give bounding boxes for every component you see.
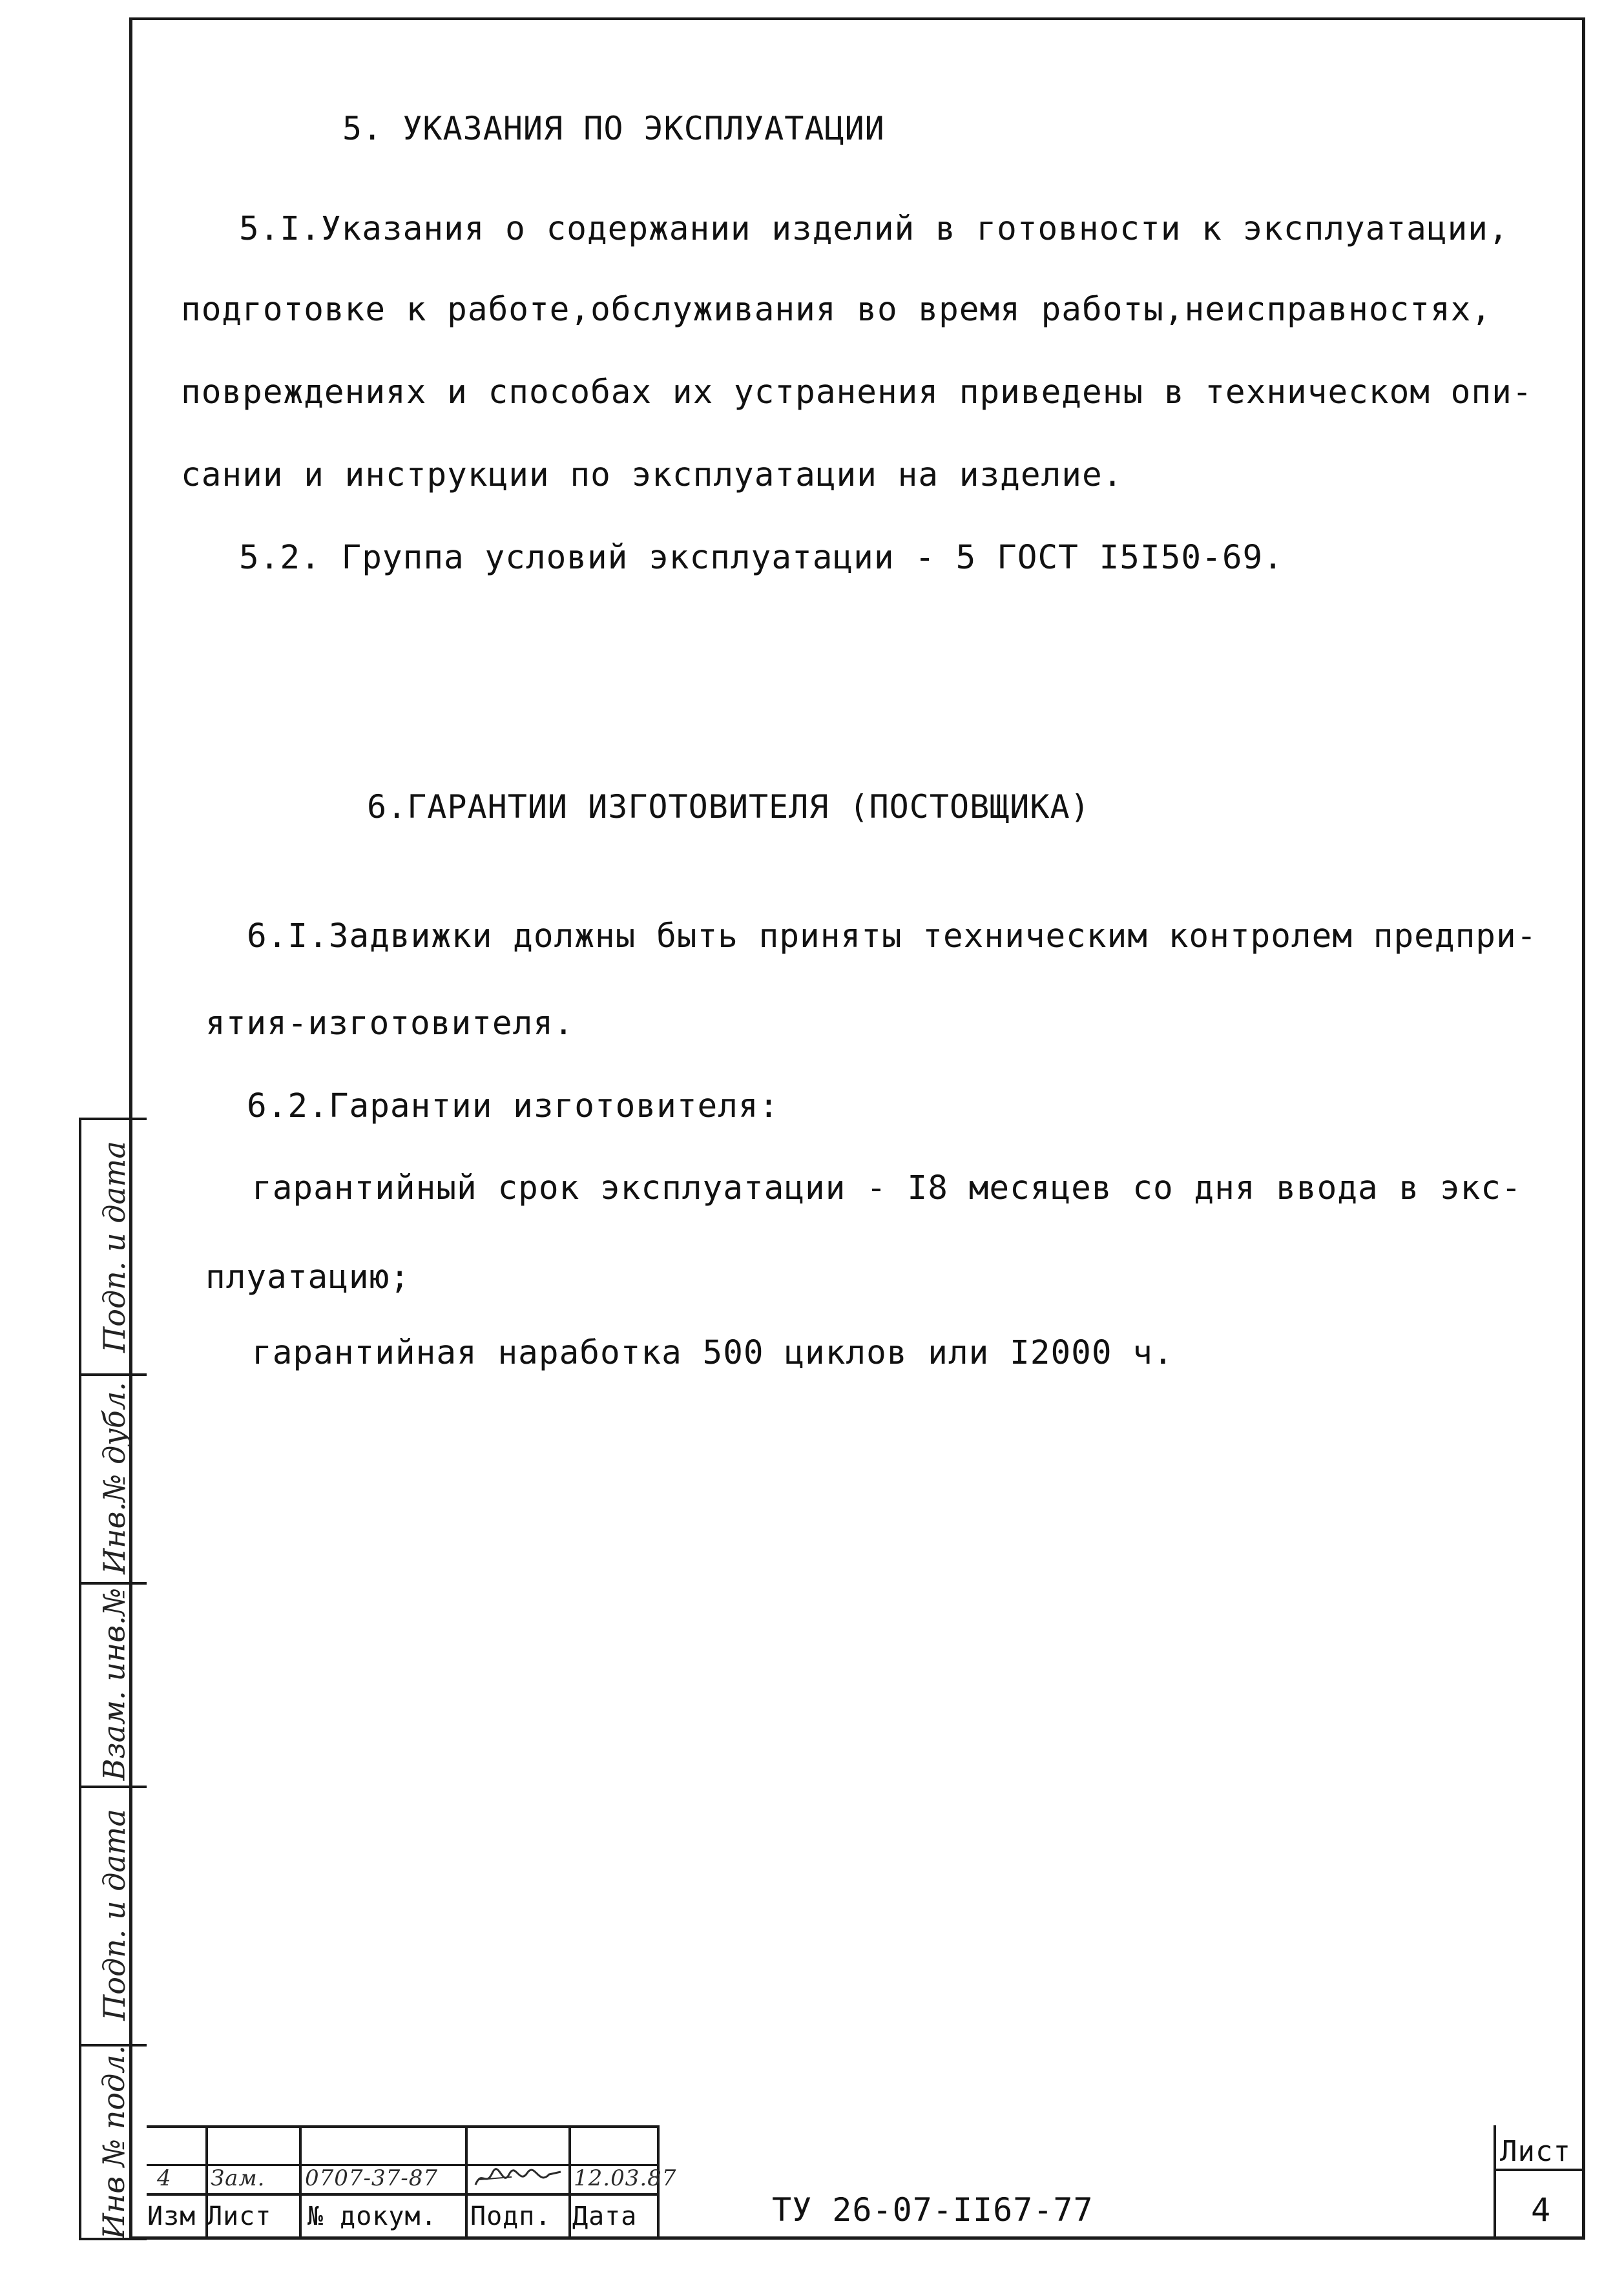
sheet-number: 4 [1531, 2191, 1552, 2229]
sign-date-label-1: Подп. и дата [96, 1809, 132, 2021]
revision-doc-number: 0707-37-87 [305, 2165, 439, 2191]
section-5-1-line-1: 5.I.Указания о содержании изделий в готовности к эксплуатации, [239, 210, 1509, 248]
warranty-operating-time: гарантийная наработка 500 циклов или I2000 ч. [252, 1334, 1174, 1372]
section-6-2: 6.2.Гарантии изготовителя: [247, 1087, 780, 1125]
section-6-1-line-1: 6.I.Задвижки должны быть приняты техническим контролем предпри- [247, 917, 1537, 955]
revision-sheet-note: Зам. [211, 2165, 265, 2191]
section-5-1-line-3: повреждениях и способах их устранения приведены в техническом опи- [181, 373, 1533, 411]
header-sheet: Лист [207, 2202, 272, 2231]
page-frame [129, 17, 1585, 2240]
revision-number: 4 [157, 2165, 172, 2191]
header-date: Дата [572, 2202, 638, 2231]
section-6-1-line-2: ятия-изготовителя. [205, 1005, 574, 1043]
signature [473, 2165, 563, 2194]
header-signature: Подп. [470, 2202, 552, 2231]
inv-no-original-label: Инв № подл. [96, 2045, 132, 2240]
section-5-heading: 5. УКАЗАНИЯ ПО ЭКСПЛУАТАЦИИ [342, 110, 885, 147]
margin-stamp-column [79, 1118, 147, 2240]
header-doc-number: № докум. [307, 2202, 437, 2231]
section-5-2: 5.2. Группа условий эксплуатации - 5 ГОСТ I5I50-69. [239, 539, 1284, 577]
section-5-1-line-4: сании и инструкции по эксплуатации на изделие. [181, 456, 1123, 494]
duplicate-inv-label: Инв.№ дубл. [96, 1381, 132, 1574]
revision-date: 12.03.87 [574, 2165, 677, 2191]
header-change: Изм [147, 2202, 196, 2231]
section-6-heading: 6.ГАРАНТИИ ИЗГОТОВИТЕЛЯ (ПОСТОВЩИКА) [367, 788, 1090, 826]
sign-date-label-2: Подп. и дата [96, 1141, 132, 1353]
sheet-label: Лист [1500, 2135, 1571, 2168]
document-code: ТУ 26-07-II67-77 [772, 2191, 1094, 2229]
warranty-period-line-1: гарантийный срок эксплуатации - I8 месяцев со дня ввода в экс- [252, 1169, 1522, 1207]
replacement-inv-label: Взам. инв.№ [96, 1587, 132, 1780]
section-5-1-line-2: подготовке к работе,обслуживания во время работы,неисправностях, [181, 291, 1492, 329]
warranty-period-line-2: плуатацию; [205, 1258, 411, 1297]
